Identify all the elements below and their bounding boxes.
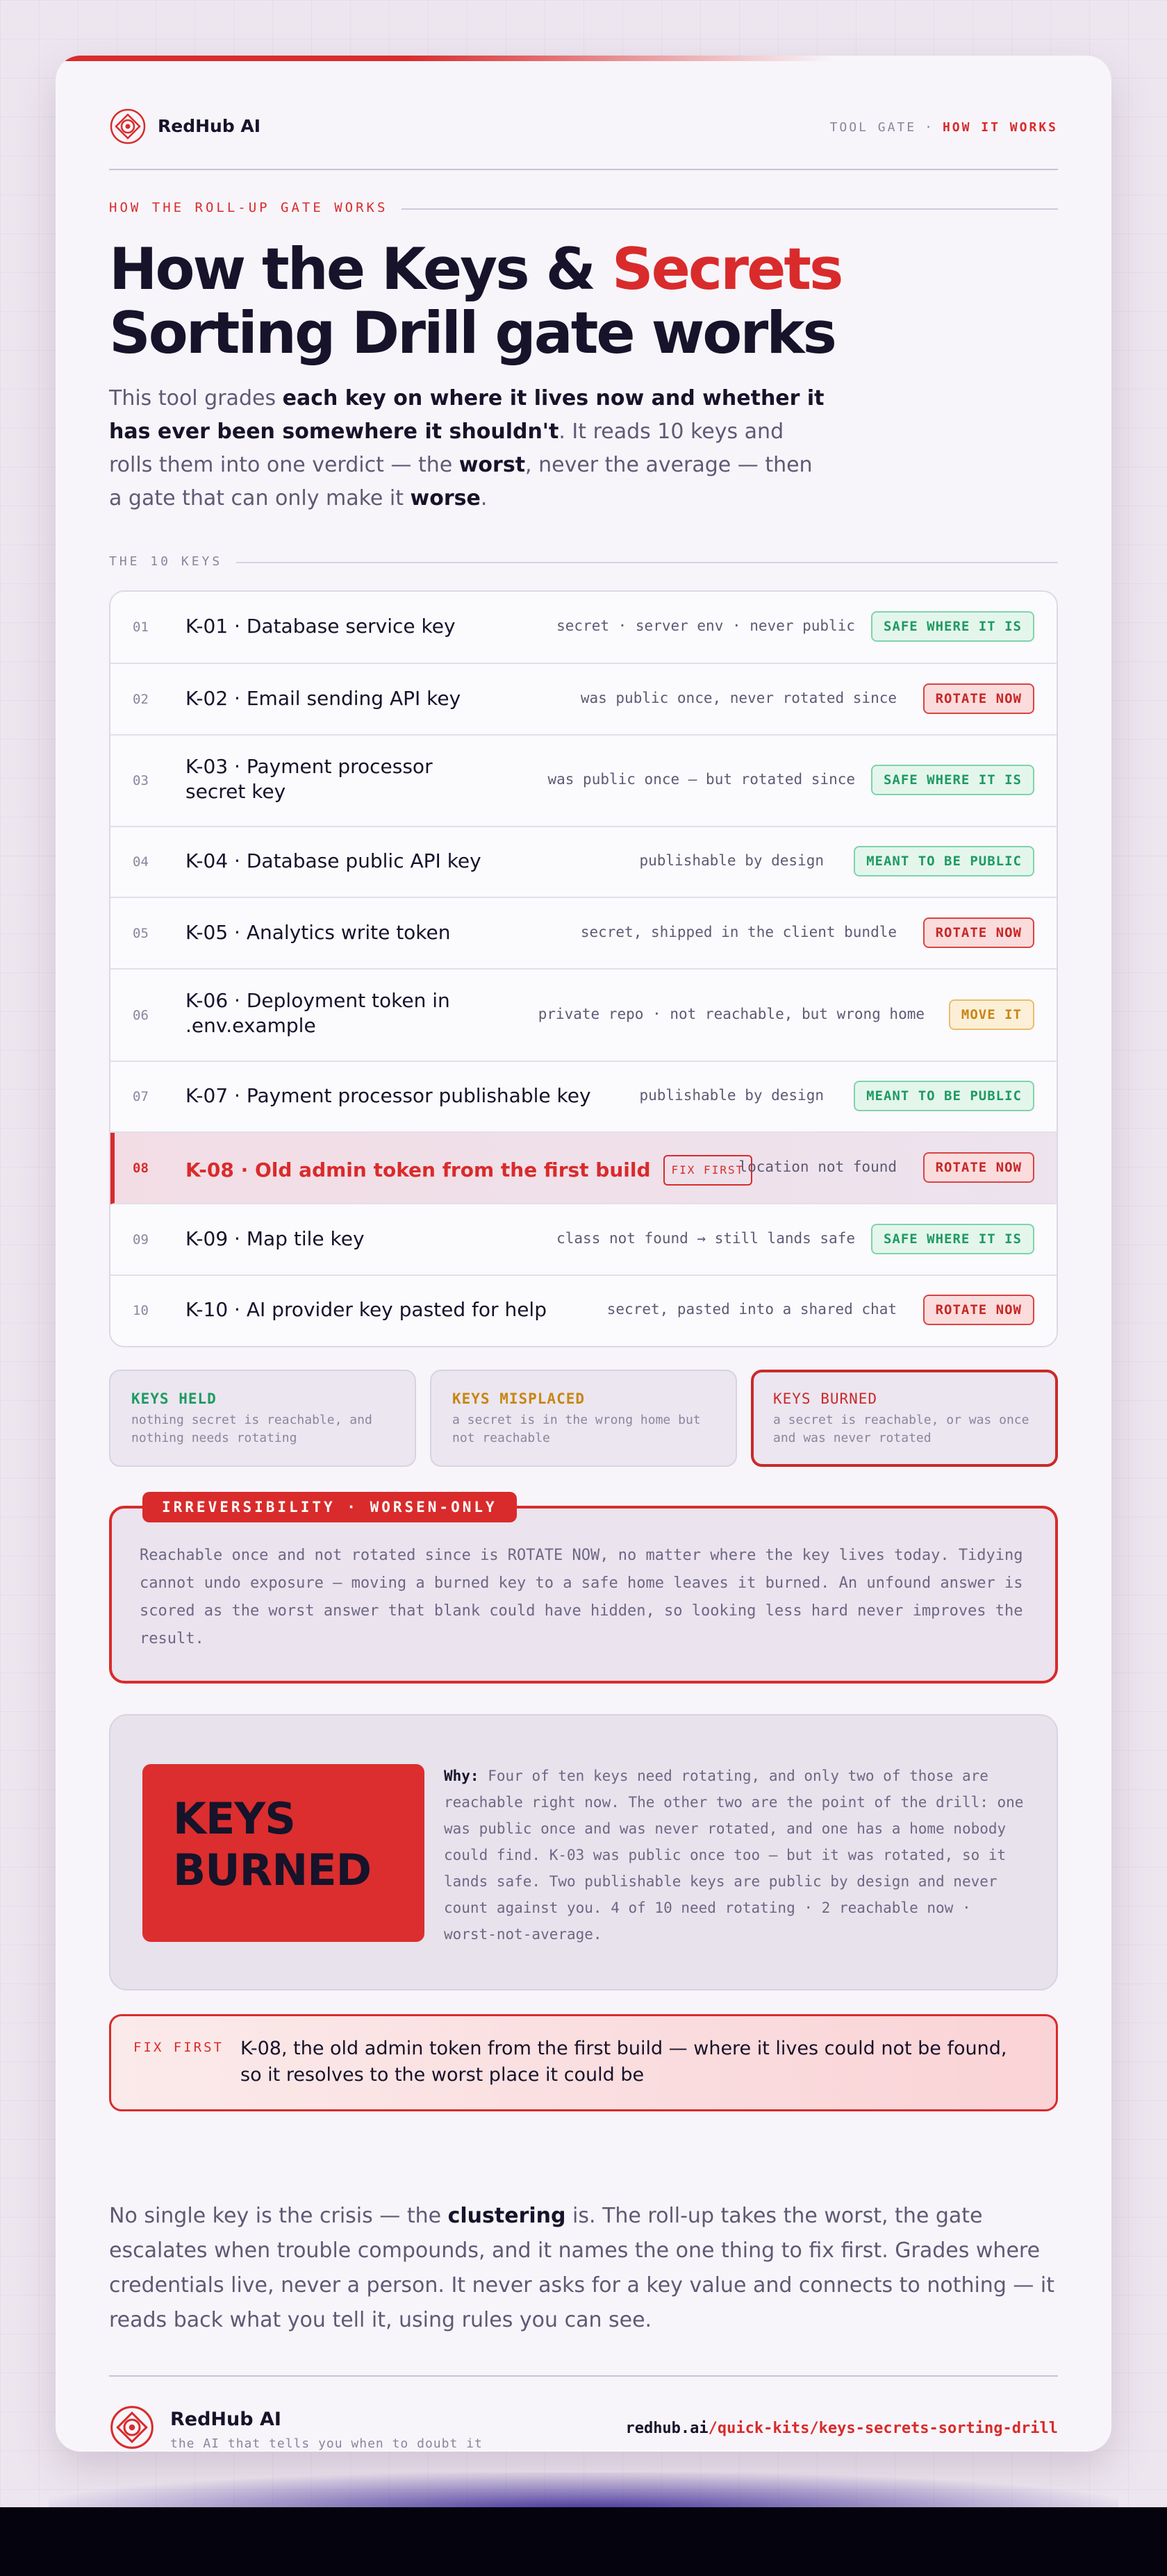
key-name: K-01 · Database service key	[185, 615, 456, 638]
key-name: K-08 · Old admin token from the first build	[185, 1158, 651, 1181]
page-card	[56, 56, 1111, 2452]
nav-current-link[interactable]: HOW IT WORKS	[942, 120, 1058, 135]
verdict-badge: MOVE IT	[949, 999, 1034, 1030]
verdict-badge: SAFE WHERE IT IS	[871, 611, 1034, 642]
footer-url-domain: redhub.ai	[625, 2420, 709, 2437]
key-number: 03	[133, 773, 149, 788]
key-row[interactable]	[110, 1276, 1057, 1346]
key-row[interactable]	[110, 592, 1057, 664]
tile-body: a secret is reachable, or was once and was never rotated	[773, 1413, 1029, 1445]
key-row-highlighted[interactable]	[110, 1133, 1057, 1204]
lede-b1: each key on where it lives now and whether it has ever been somewhere it shouldn't	[109, 386, 825, 444]
fix-first-text: K-08, the old admin token from the first build — where it lives could not be found, so it resolves to the worst place it could be	[240, 2038, 1007, 2086]
verdict-why-text: Four of ten keys need rotating, and only two of those are reachable right now. The other two are the point of the drill: one was public once and was never rotated, and one has a home nobody could find. K-03 was public once too — but it was rotated, so it lands safe. Two publishable keys are public by design and never count against you. 4 of 10 need rotating · 2 reachable now · worst-not-average.	[444, 1768, 1024, 1943]
key-name: K-09 · Map tile key	[185, 1227, 365, 1250]
verdict-why-label: Why:	[444, 1768, 479, 1784]
key-note: secret, shipped in the client bundle	[580, 924, 897, 940]
eyebrow	[109, 200, 1058, 217]
tile-body: nothing secret is reachable, and nothing needs rotating	[131, 1413, 372, 1445]
header	[109, 108, 1058, 170]
key-row[interactable]	[110, 827, 1057, 898]
tile-keys-held	[109, 1370, 416, 1467]
tile-heading: KEYS MISPLACED	[452, 1390, 586, 1407]
fix-first-label: FIX FIRST	[133, 2040, 224, 2055]
footer-tagline: the AI that tells you when to doubt it	[170, 2436, 483, 2451]
fix-first-panel	[109, 2014, 1058, 2111]
closing-paragraph	[109, 2199, 1058, 2338]
lede-b2: worst	[458, 453, 526, 477]
tile-keys-burned	[751, 1370, 1058, 1467]
tile-heading: KEYS HELD	[131, 1390, 217, 1407]
key-number: 09	[133, 1232, 149, 1247]
keys-section-text: THE 10 KEYS	[109, 554, 236, 569]
key-name: K-10 · AI provider key pasted for help	[185, 1298, 547, 1321]
irreversibility-tag: IRREVERSIBILITY · WORSEN-ONLY	[142, 1492, 517, 1522]
lede-t2: . It reads 10 keys and rolls them into one verdict — the	[109, 419, 784, 477]
title-part2: Sorting Drill gate works	[109, 299, 835, 367]
key-note: class not found → still lands safe	[556, 1230, 855, 1247]
key-number: 04	[133, 854, 149, 870]
verdict-badge: ROTATE NOW	[923, 683, 1034, 714]
tile-keys-misplaced	[430, 1370, 737, 1467]
key-number: 10	[133, 1303, 149, 1318]
tile-body: a secret is in the wrong home but not reachable	[452, 1413, 701, 1445]
verdict-line1: KEYS	[173, 1793, 295, 1844]
verdict-badge: MEANT TO BE PUBLIC	[854, 1081, 1034, 1111]
closing-t2: is. The roll-up takes the worst, the gate escalates when trouble compounds, and it names the one thing to fix first. Grades where credentials live, never a person. It never asks for a key value and connects to nothing — it reads back what you tell it, using rules you can see.	[109, 2204, 1055, 2332]
verdict-badge: ROTATE NOW	[923, 917, 1034, 948]
lede-b3: worse	[410, 486, 481, 510]
verdict-badge: SAFE WHERE IT IS	[871, 1224, 1034, 1254]
nav-breadcrumb	[830, 120, 1058, 135]
verdict-badge: MEANT TO BE PUBLIC	[854, 846, 1034, 876]
key-note: secret, pasted into a shared chat	[606, 1301, 897, 1318]
tile-heading: KEYS BURNED	[773, 1390, 878, 1407]
irreversibility-panel	[109, 1499, 1058, 1684]
top-accent-bar	[56, 56, 834, 61]
key-number: 02	[133, 692, 149, 707]
nav-section-link[interactable]: TOOL GATE	[829, 120, 917, 135]
lede	[109, 382, 831, 515]
keys-section-label	[109, 554, 1058, 571]
closing-b1: clustering	[447, 2204, 566, 2228]
key-number: 06	[133, 1008, 149, 1023]
nav-separator: ·	[925, 120, 934, 135]
key-row[interactable]	[110, 1062, 1057, 1133]
verdict-why	[444, 1763, 1027, 1947]
rose-logo-icon	[109, 108, 147, 145]
key-row[interactable]	[110, 1204, 1057, 1276]
page-title	[109, 235, 1058, 367]
irreversibility-text: Reachable once and not rotated since is ROTATE NOW, no matter where the key lives today. Tidying cannot undo exposure — moving a burned key to a safe home leaves it burned. An unfound answer is scored as the worst answer that blank could have hidden, so looking less hard never improves the result.	[140, 1547, 1023, 1647]
title-highlight: Secrets	[611, 235, 842, 303]
key-note: publishable by design	[639, 1087, 824, 1104]
key-name: K-04 · Database public API key	[185, 849, 481, 872]
key-note: location not found	[738, 1158, 897, 1175]
verdict-badge: SAFE WHERE IT IS	[871, 765, 1034, 795]
key-number: 07	[133, 1089, 149, 1104]
title-part1: How the Keys &	[109, 235, 612, 303]
key-row[interactable]	[110, 898, 1057, 970]
eyebrow-text: HOW THE ROLL-UP GATE WORKS	[109, 200, 402, 215]
keys-section-rule	[109, 562, 1058, 563]
key-name: K-02 · Email sending API key	[185, 687, 461, 710]
key-name: K-06 · Deployment token in .env.example	[185, 989, 450, 1037]
key-number: 05	[133, 926, 149, 941]
footer-brand-name: RedHub AI	[170, 2409, 281, 2430]
key-row[interactable]	[110, 970, 1057, 1062]
verdict-badge: ROTATE NOW	[923, 1295, 1034, 1325]
keys-list	[109, 590, 1058, 1347]
lede-t3: , never the average — then a gate that can only make it	[109, 453, 813, 510]
key-row[interactable]	[110, 736, 1057, 827]
verdict-panel	[109, 1714, 1058, 1991]
key-name: K-05 · Analytics write token	[185, 921, 451, 944]
fix-first-flag: FIX FIRST	[663, 1155, 753, 1186]
key-number: 08	[133, 1161, 149, 1176]
bottom-band	[0, 2507, 1167, 2576]
verdict-line2: BURNED	[173, 1845, 372, 1895]
lede-t1: This tool grades	[109, 386, 283, 410]
key-note: private repo · not reachable, but wrong home	[538, 1006, 925, 1022]
key-row[interactable]	[110, 664, 1057, 736]
brand-name[interactable]: RedHub AI	[158, 116, 261, 136]
key-note: secret · server env · never public	[556, 617, 855, 634]
key-note: publishable by design	[639, 852, 824, 869]
key-name: K-07 · Payment processor publishable key	[185, 1084, 591, 1107]
rose-logo-icon	[109, 2404, 155, 2450]
closing-t1: No single key is the crisis — the	[109, 2204, 448, 2228]
key-note: was public once — but rotated since	[547, 771, 855, 788]
verdict-badge: ROTATE NOW	[923, 1152, 1034, 1183]
lede-t4: .	[480, 486, 488, 510]
footer-url-link[interactable]	[625, 2420, 1058, 2437]
key-note: was public once, never rotated since	[580, 690, 897, 706]
footer	[109, 2375, 1058, 2452]
key-name: K-03 · Payment processor secret key	[185, 755, 433, 803]
verdict-box	[142, 1764, 424, 1942]
key-number: 01	[133, 620, 149, 635]
footer-url-path: /quick-kits/keys-secrets-sorting-drill	[708, 2420, 1058, 2437]
